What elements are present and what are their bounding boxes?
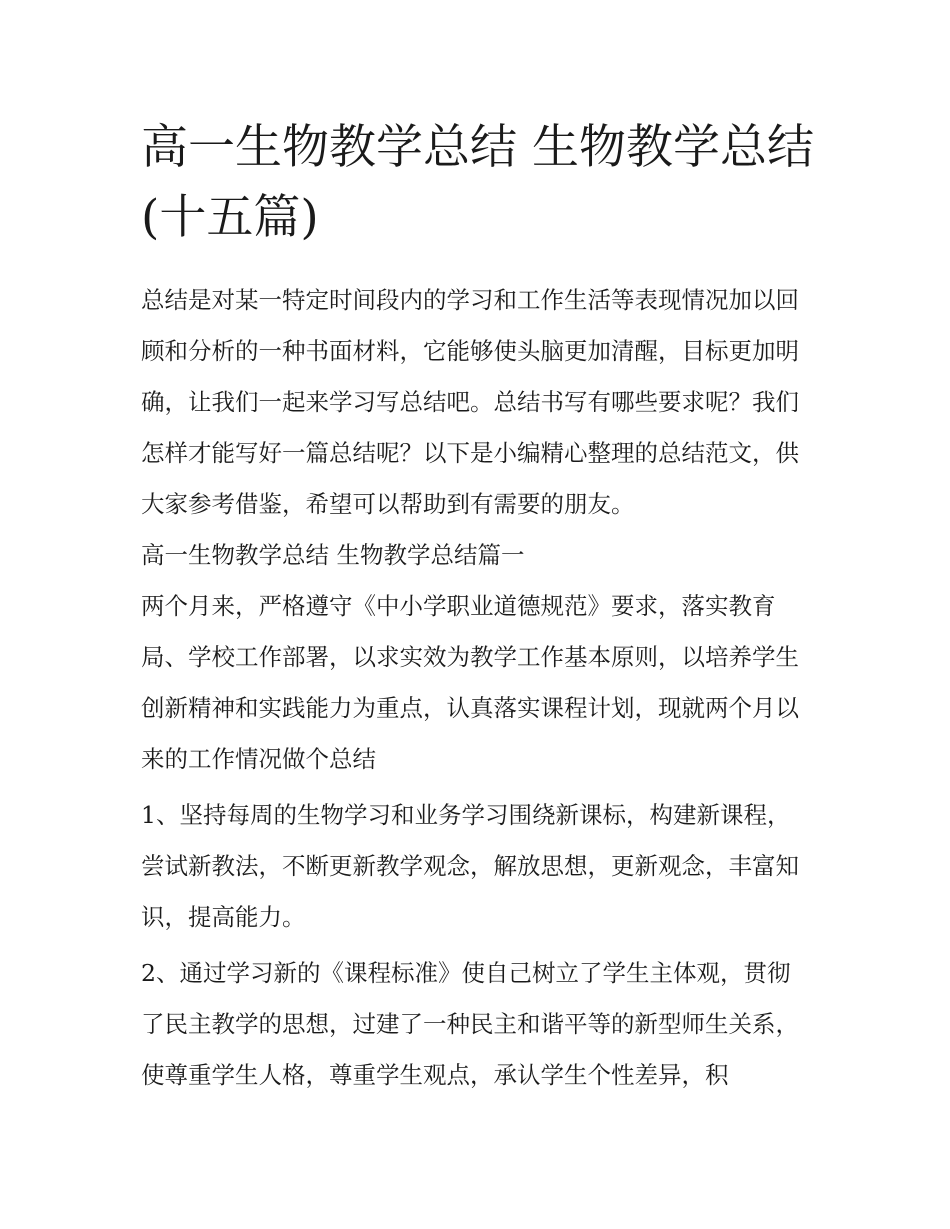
intro-paragraph: 总结是对某一特定时间段内的学习和工作生活等表现情况加以回顾和分析的一种书面材料，它能够使头脑更加清醒，目标更加明确，让我们一起来学习写总结吧。总结书写有哪些要求呢？我们怎样才能写好一篇总结呢？以下是小编精心整理的总结范文，供大家参考借鉴，希望可以帮助到有需要的朋友。 [141,286,799,518]
list-item-1: 1、坚持每周的生物学习和业务学习围绕新课标，构建新课程，尝试新教法，不断更新教学观念，解放思想，更新观念，丰富知识，提高能力。 [141,801,799,931]
document-body [141,275,813,1101]
document-title: 高一生物教学总结 生物教学总结(十五篇) [141,120,814,245]
paragraph-1: 两个月来，严格遵守《中小学职业道德规范》要求，落实教育局、学校工作部署，以求实效为教学工作基本原则，以培养学生创新精神和实践能力为重点，认真落实课程计划，现就两个月以来的工作情况做个总结 [141,592,799,773]
list-item-2: 2、通过学习新的《课程标准》使自己树立了学生主体观，贯彻了民主教学的思想，过建了一种民主和谐平等的新型师生关系，使尊重学生人格，尊重学生观点，承认学生个性差异，积 [141,959,799,1089]
section-heading: 高一生物教学总结 生物教学总结篇一 [141,541,525,569]
